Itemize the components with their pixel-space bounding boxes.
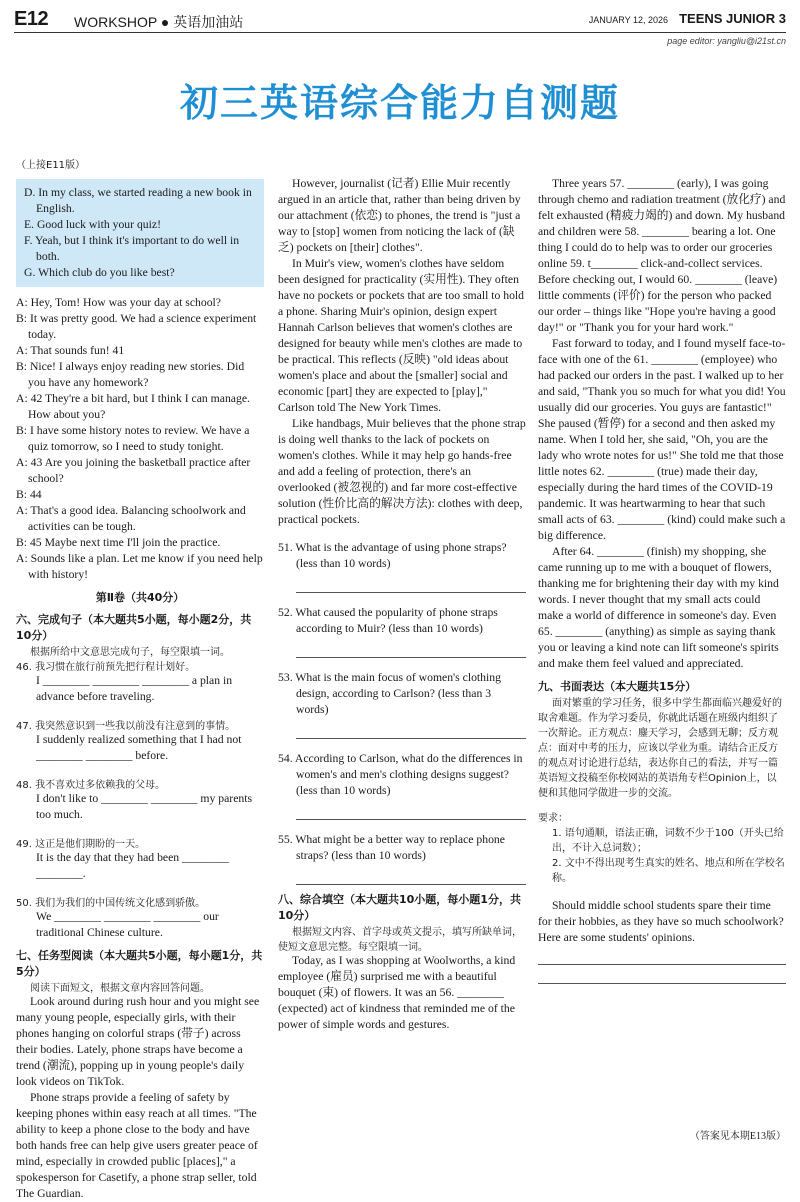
reading-paragraph: In Muir's view, women's clothes have seldom been designed for practicality (实用性). They often have no pockets or pockets that are too small to hold a phone. Sharing Muir's opinion, design expert Hannah Carlson believes that women's clothes are designed for beauty while men's clothes are made to be practical. This reflects (反映) "old ideas about women's place and about the [smaller] social and economic [part] they are expected to [play]," Carlson told The New York Times.: [278, 257, 525, 414]
dialogue-line: B: 44: [16, 488, 42, 501]
section7-heading: 七、任务型阅读（本大题共5小题，每小题1分，共5分）: [16, 949, 263, 978]
column-1: [16, 156, 264, 1202]
reading-paragraph: Phone straps provide a feeling of safety by keeping phones within easy reach at all times. "The ability to keep a phone close to the body and have both hands free can help give users greater peace of mind, especially in crowded public [places]," a spokesperson for Casetify, a phone strap seller, told The Guardian.: [16, 1091, 258, 1200]
cloze-paragraph: After 64. ________ (finish) my shopping, she came running up to me with a bouquet of flowers, thanking me for brightening their day with my kind words. I never thought that my small acts could make a world of difference in someone's day. Even 65. ________ (anything) as simple as saying thank you or leaving a kind note can lift someone's spirits and make them feel valued and appreciated.: [538, 545, 779, 670]
dialogue: [16, 295, 264, 583]
dialogue-line: A: Hey, Tom! How was your day at school?: [16, 296, 221, 309]
option-item: E. Good luck with your quiz!: [24, 218, 161, 231]
dialogue-line: A: Sounds like a plan. Let me know if you need help with history!: [16, 552, 263, 581]
dialogue-line: A: That's a good idea. Balancing schoolwork and activities can be tough.: [16, 504, 246, 533]
q46-english: I ________ ________ ________ a plan in advance before traveling.: [36, 674, 233, 703]
part2-heading: 第Ⅱ卷（共40分）: [95, 591, 185, 604]
answer-line-52[interactable]: [296, 641, 526, 658]
section9-heading: 九、书面表达（本大题共15分）: [538, 680, 697, 693]
reading-questions: [278, 540, 526, 885]
q49-english: It is the day that they had been ________ ________.: [36, 851, 229, 880]
q46-chinese: 46. 我习惯在旅行前预先把行程计划好。: [16, 662, 196, 673]
writing-line[interactable]: [538, 950, 786, 965]
column-2: [278, 176, 526, 1033]
dialogue-line: B: It was pretty good. We had a science experiment today.: [16, 312, 257, 341]
q48-chinese: 48. 我不喜欢过多依赖我的父母。: [16, 780, 166, 791]
reading-paragraph: Look around during rush hour and you might see many young people, especially girls, with their phones hanging on colorful straps (带子) across their bodies. Lately, phone straps have become a trend (潮流), popping up in young people's daily look videos on TikTok.: [16, 995, 260, 1088]
section8-heading: 八、综合填空（本大题共10小题，每小题1分，共10分）: [278, 893, 521, 922]
q47-english: I suddenly realized something that I had not ________ ________ before.: [36, 733, 242, 762]
q50-english: We ________ ________ ________ our traditional Chinese culture.: [36, 910, 219, 939]
dialogue-line: A: 43 Are you joining the basketball practice after school?: [16, 456, 251, 485]
option-item: G. Which club do you like best?: [24, 266, 175, 279]
dialogue-line: B: 45 Maybe next time I'll join the practice.: [16, 536, 221, 549]
dialogue-line: A: That sounds fun! 41: [16, 344, 125, 357]
issue-date: JANUARY 12, 2026: [588, 15, 668, 25]
page-editor: page editor: yangliu@i21st.cn: [667, 36, 786, 46]
answer-note: （答案见本期E13版）: [689, 1131, 786, 1142]
section6-heading: 六、完成句子（本大题共5小题，每小题2分，共10分）: [16, 613, 252, 642]
answer-line-54[interactable]: [296, 803, 526, 820]
dialogue-line: A: 42 They're a bit hard, but I think I can manage. How about you?: [16, 392, 250, 421]
section7-instruction: 阅读下面短文，根据文章内容回答问题。: [30, 983, 210, 994]
requirement-1: 1. 语句通顺，语法正确，词数不少于100（开头已给出，不计入总词数）；: [552, 828, 784, 854]
q50-chinese: 50. 我们为我们的中国传统文化感到骄傲。: [16, 898, 206, 909]
option-item: F. Yeah, but I think it's important to do well in both.: [24, 234, 240, 263]
writing-prompt: 面对繁重的学习任务，很多中学生都面临兴趣爱好的取舍难题。作为学习委员，你就此话题在班级内组织了一次辩论。正方观点：鏖天学习，会感到无聊；反方观点：面对中考的压力，应该以学业为重。请结合正反方的观点对讨论进行总结，表达你自己的看法，并写一篇英语短文投稿至你校网站的英语角专栏Opinion上，以便和其他同学做进一步的交流。: [538, 698, 782, 799]
section-label: WORKSHOP ● 英语加油站: [74, 14, 244, 30]
page-number: E12: [14, 8, 49, 30]
answer-line-51[interactable]: [296, 576, 526, 593]
requirement-2: 2. 文中不得出现考生真实的姓名、地点和所在学校名称。: [552, 858, 785, 884]
requirements-label: 要求：: [538, 813, 568, 824]
options-box: [16, 179, 264, 287]
q47-chinese: 47. 我突然意识到一些我以前没有注意到的事情。: [16, 721, 236, 732]
publication-name: TEENS JUNIOR 3: [679, 11, 786, 26]
question-52: 52. What caused the popularity of phone straps according to Muir? (less than 10 words): [278, 606, 498, 635]
writing-opening: Should middle school students spare their time for their hobbies, as they have so much schoolwork? Here are some students' opinions.: [538, 899, 784, 944]
option-item: D. In my class, we started reading a new book in English.: [24, 186, 252, 215]
header-rule: [14, 32, 786, 33]
section8-instruction: 根据短文内容、首字母或英文提示，填写所缺单词，使短文意思完整。每空限填一词。: [278, 927, 522, 953]
question-54: 54. According to Carlson, what do the differences in women's and men's clothing designs suggest? (less than 10 words): [278, 752, 523, 797]
dialogue-line: B: Nice! I always enjoy reading new stories. Did you have any homework?: [16, 360, 245, 389]
answer-line-55[interactable]: [296, 868, 526, 885]
cloze-paragraph: Three years 57. ________ (early), I was going through chemo and radiation treatment (放化疗) and felt exhausted (精疲力竭的) and down. My husband and children were 58. ________ bearing a lot. One thing I could do to help was to order our groceries online 59. t________ click-and-collect services. Before checking out, I would 60. ________ (leave) little comments (评价) for the person who packed our order – things like "Hope you're having a good day!" or "Thank you for your hard work.": [538, 177, 786, 334]
answer-line-53[interactable]: [296, 722, 526, 739]
question-51: 51. What is the advantage of using phone straps? (less than 10 words): [278, 541, 507, 570]
cloze-paragraph: Today, as I was shopping at Woolworths, a kind employee (雇员) surprised me with a beautiful bouquet (束) of flowers. It was an 56. ________ (expected) act of kindness that reminded me of the power of simple words and gestures.: [278, 954, 516, 1031]
question-53: 53. What is the main focus of women's clothing design, according to Carlson? (less than 3 words): [278, 671, 501, 716]
q49-chinese: 49. 这正是他们期盼的一天。: [16, 839, 146, 850]
section6-instruction: 根据所给中文意思完成句子，每空限填一词。: [30, 647, 230, 658]
question-55: 55. What might be a better way to replace phone straps? (less than 10 words): [278, 833, 505, 862]
reading-paragraph: Like handbags, Muir believes that the phone strap is doing well thanks to the lack of pockets on women's clothes. While it may help go hands-free and add a feeling of protection, there's an overlooked (被忽视的) and far more cost-effective solution (性价比高的解决方法): clothes with deep, practical pockets.: [278, 417, 526, 526]
dialogue-line: B: I have some history notes to review. We have a quiz tomorrow, so I need to study tonight.: [16, 424, 250, 453]
column-3: [538, 176, 786, 984]
page-title: 初三英语综合能力自测题: [179, 81, 620, 125]
reading-paragraph: However, journalist (记者) Ellie Muir recently argued in an article that, rather than being driven by our attachment (依恋) to phones, the trend is "just a way to [stop] women from noticing the lack of (缺乏) pockets on [their] clothes".: [278, 177, 521, 254]
continued-note: （上接E11版）: [16, 160, 86, 171]
cloze-paragraph: Fast forward to today, and I found myself face-to-face with one of the 61. ________ (employee) who had packed our orders in the past. I walked up to her and said, "Thank you so much for what you did! You usually did our groceries. You guys are fantastic!" She paused (暂停) for a second and then asked my name. When I told her, she said, "Oh, you are the lady who wrote notes for us!" She told me that those little notes 62. ________ (true) made their day, especially during the hard times of the COVID-19 pandemic. It was heartwarming to hear that such small acts of 63. ________ (kind) could make such a big difference.: [538, 337, 786, 542]
writing-line[interactable]: [538, 969, 786, 984]
q48-english: I don't like to ________ ________ my parents too much.: [36, 792, 253, 821]
